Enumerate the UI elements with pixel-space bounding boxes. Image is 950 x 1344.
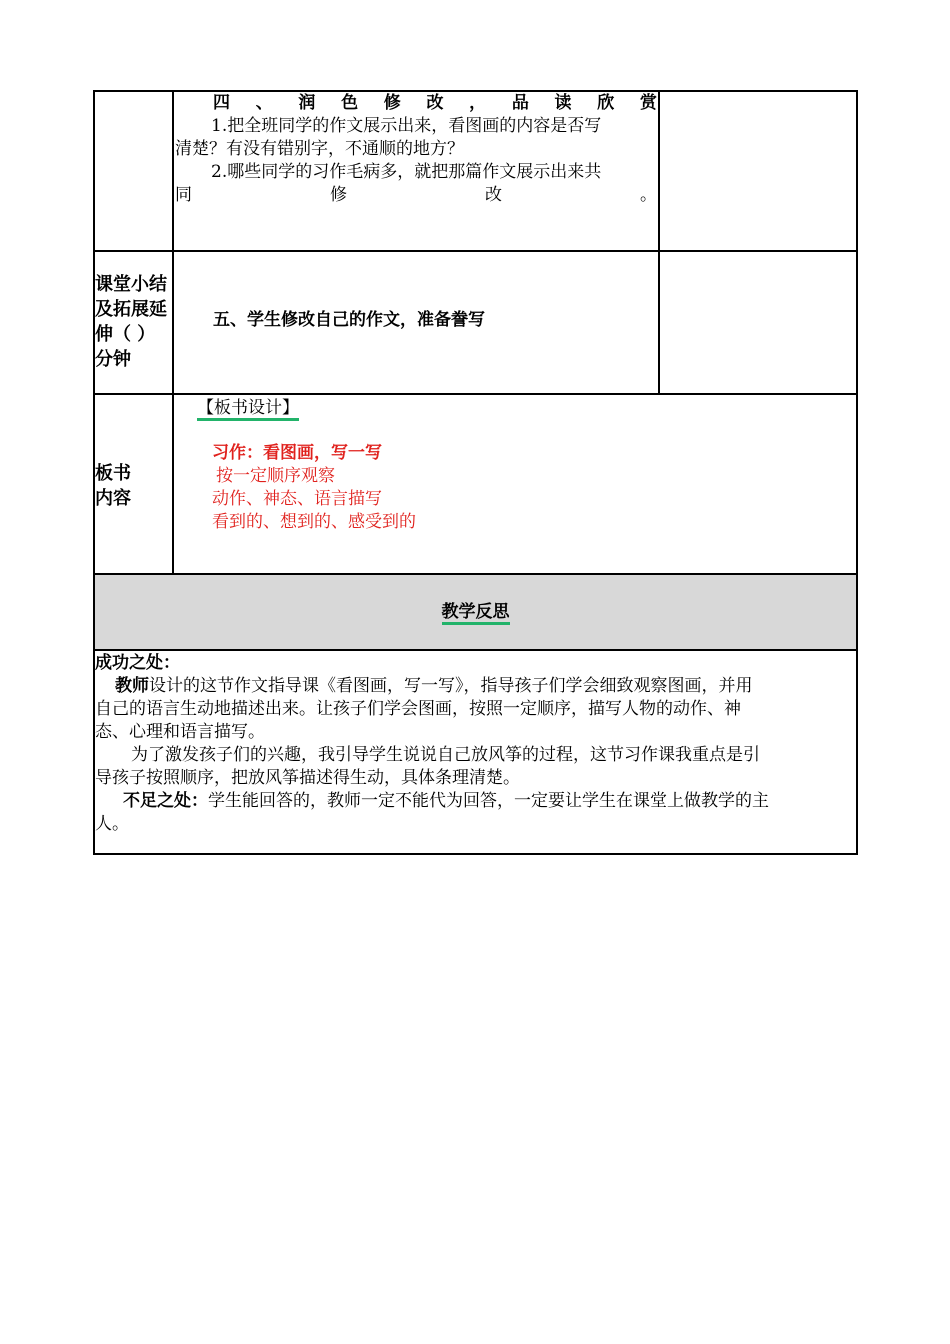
success-para-2-line2: 导孩子按照顺序，把放风筝描述得生动，具体条理清楚。: [95, 768, 520, 788]
success-para-1-line3: 态、心理和语言描写。: [95, 722, 265, 742]
board-line: 按一定顺序观察: [216, 466, 335, 486]
heading-char: 读: [554, 93, 572, 113]
board-content: [197, 397, 647, 534]
para-text: 》，指导孩子们学会细致观察: [455, 676, 668, 696]
heading-char: 赏: [639, 93, 657, 113]
board-design-title: [197, 397, 647, 420]
board-design-label: 【板书设计】: [197, 398, 299, 421]
lesson-plan-table: [93, 90, 858, 855]
lesson-title: 看图画，写一写: [336, 676, 455, 696]
revision-item-2-cont: [175, 184, 657, 207]
success-para-1: [95, 675, 853, 698]
success-label: 成功之处：: [95, 653, 180, 673]
success-para-2: 为了激发孩子们的兴趣，我引导学生说说自己放风筝的过程，这节习作课我重点是引: [131, 745, 760, 765]
table-line: [93, 250, 858, 252]
label-line: 板书: [95, 463, 131, 484]
heading-char: 改: [426, 93, 444, 113]
table-line: [658, 90, 660, 394]
board-label: [95, 461, 173, 511]
item-char: 。: [640, 185, 657, 205]
heading-char: 修: [383, 93, 401, 113]
para-text: ，并用: [701, 676, 753, 696]
revision-section: [175, 92, 657, 207]
board-title: 习作：看图画，写一写: [212, 443, 382, 463]
item-char: 改: [485, 185, 502, 205]
label-line: 课堂小结: [95, 274, 167, 295]
board-line: 动作、神态、语言描写: [212, 489, 382, 509]
success-para-1-line2: 自己的语言生动地描述出来。让孩子们学会图画，按照一定顺序，描写人物的动作、神: [95, 699, 741, 719]
deficit-para-line2: 人。: [95, 814, 129, 834]
revision-item-1: 1.把全班同学的作文展示出来，看图画的内容是否写: [211, 116, 602, 136]
heading-char: 、: [255, 93, 273, 113]
teacher-word: 教师: [115, 676, 149, 696]
label-line: 伸（ ）: [95, 324, 156, 345]
picture-word: 图画: [667, 676, 702, 696]
revision-heading: [175, 92, 657, 115]
item-char: 同: [175, 185, 192, 205]
summary-content: 五、学生修改自己的作文，准备誊写: [213, 310, 485, 330]
summary-label: [95, 272, 173, 372]
table-line: [93, 393, 858, 395]
reflection-header: [93, 601, 858, 624]
reflection-header-text: 教学反思: [442, 602, 510, 625]
heading-char: 欣: [597, 93, 615, 113]
table-line: [93, 853, 858, 855]
heading-char: 色: [341, 93, 359, 113]
para-text: 设计的这节作文指导课《: [149, 676, 336, 696]
heading-char: 润: [298, 93, 316, 113]
table-line: [93, 649, 858, 651]
board-line: 看到的、想到的、感受到的: [212, 512, 416, 532]
item-char: 修: [330, 185, 347, 205]
heading-char: ，: [469, 93, 487, 113]
heading-char: 四: [213, 93, 230, 113]
table-line: [93, 573, 858, 575]
label-line: 分钟: [95, 349, 131, 370]
table-line: [856, 90, 858, 855]
deficit-label: 不足之处：: [123, 791, 208, 811]
label-line: 内容: [95, 488, 131, 509]
reflection-body: [95, 652, 853, 836]
heading-char: 品: [511, 93, 529, 113]
revision-item-1-cont: 清楚？有没有错别字，不通顺的地方？: [175, 139, 464, 159]
para-text: 学生能回答的，教师一定不能代为回答，一定要让学生在课堂上做教学的主: [208, 791, 769, 811]
revision-item-2: 2.哪些同学的习作毛病多，就把那篇作文展示出来共: [211, 162, 602, 182]
deficit-para: [95, 790, 853, 813]
label-line: 及拓展延: [95, 299, 167, 320]
